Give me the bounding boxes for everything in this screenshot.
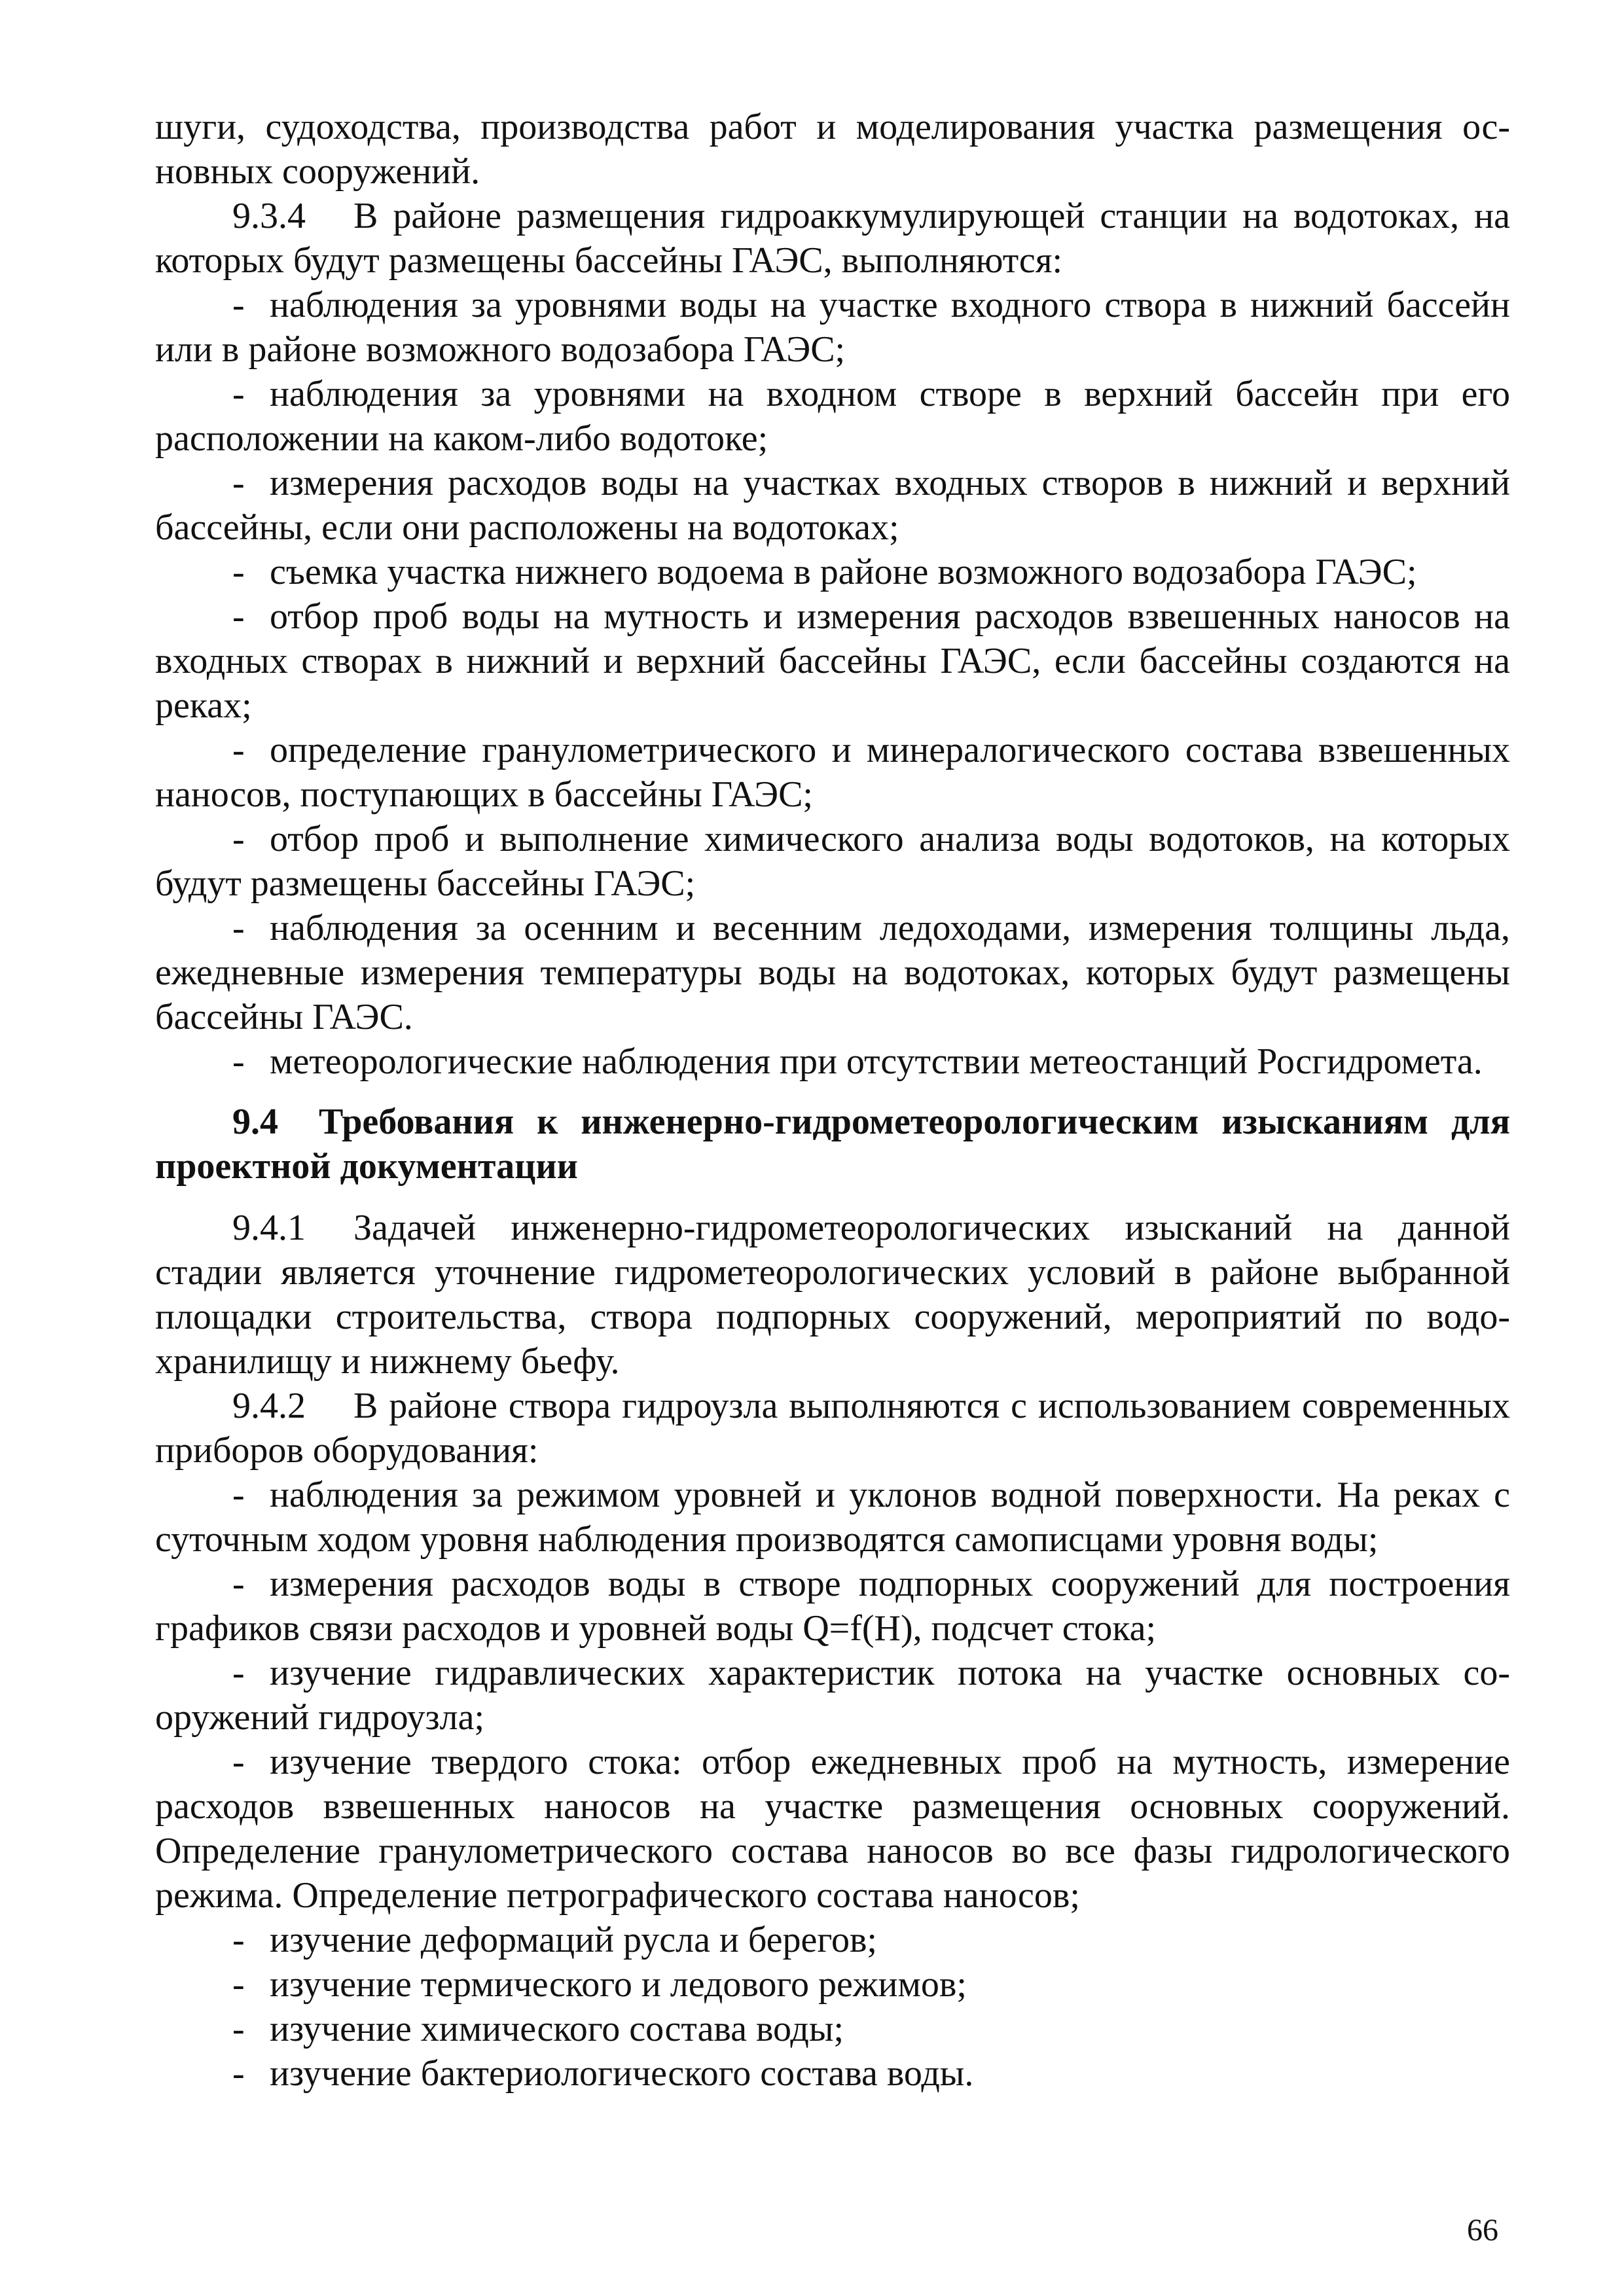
list-item-text: изучение деформаций русла и берегов; [270,1920,877,1960]
list-item [155,1562,1510,1651]
bullet-marker: - [232,1964,245,2005]
bullet-marker: - [232,1742,245,1782]
list-item [155,594,1510,728]
list-item-text: съемка участка нижнего водоема в районе возможного водозабора ГАЭС; [270,552,1417,592]
paragraph-number: 9.4.1 [232,1208,306,1248]
bullet-marker: - [232,1041,245,1082]
list-item [155,1473,1510,1562]
bullet-marker: - [232,596,245,637]
list-item-text: изучение термического и ледового режимов; [270,1964,967,2005]
list-item [155,1740,1510,1918]
list-item [155,372,1510,461]
bullet-marker: - [232,552,245,592]
list-item-text: изучение гидравлических характеристик потока на участке основных сооружений гидроузла; [155,1653,1510,1738]
paragraph-continuation [155,105,1510,194]
bullet-marker: - [232,2053,245,2094]
list-item-text: наблюдения за уровнями на входном створе в верхний бассейн при его расположении на каком-либо водотоке; [155,374,1510,459]
list-item-text: определение гранулометрического и минералогического состава взвешенных наносов, поступающих в бассейны ГАЭС; [155,730,1510,815]
page-number: 66 [1467,2213,1498,2248]
list-item-text: наблюдения за осенним и весенним ледоходами, измерения толщины льда, ежедневные измерения температуры воды на водотоках, которых будут размещены бассейны ГАЭС. [155,908,1510,1037]
list-item [155,2051,1510,2096]
bullet-marker: - [232,1564,245,1604]
bullet-marker: - [232,1653,245,1693]
list-item [155,283,1510,372]
paragraph-text: В районе размещения гидроаккумулирующей станции на водотоках, на которых будут размещены бассейны ГАЭС, выполняются: [155,196,1510,281]
bullet-marker: - [232,908,245,948]
numbered-paragraph-9-3-4 [155,194,1510,283]
list-item-text: изучение твердого стока: отбор ежедневных проб на мутность, измерение расходов взвешенных наносов на участке размещения основных сооружений. Определение гранулометрического состава наносов во все фазы гидрологического режима. Определение петрографического состава наносов; [155,1742,1510,1916]
document-page [155,105,1510,2096]
bullet-marker: - [232,2009,245,2049]
list-item-text: наблюдения за уровнями воды на участке входного створа в нижний бассейн или в районе возможного водозабора ГАЭС; [155,285,1510,370]
bullet-marker: - [232,730,245,770]
list-item [155,1918,1510,1962]
bullet-marker: - [232,285,245,325]
list-item-text: изучение бактериологического состава воды. [270,2053,974,2094]
paragraph-number: 9.3.4 [232,196,306,236]
list-item-text: отбор проб воды на мутность и измерения расходов взвешенных наносов на входных створах в нижний и верхний бассейны ГАЭС, если бассейны создаются на реках; [155,596,1510,726]
list-item [155,1651,1510,1740]
numbered-paragraph-9-4-1 [155,1206,1510,1384]
paragraph-text: Задачей инженерно-гидрометеорологических изысканий на данной стадии является уточнение гидрометеорологических условий в районе выбранной площадки строительства, створа подпорных сооружений, мероприятий по водохранилищу и нижнему бьефу. [155,1208,1510,1382]
bullet-marker: - [232,1920,245,1960]
bullet-marker: - [232,819,245,859]
list-item [155,550,1510,594]
bullet-marker: - [232,1475,245,1515]
paragraph-number: 9.4.2 [232,1386,306,1426]
paragraph-text: В районе створа гидроузла выполняются с использованием современных приборов оборудования: [155,1386,1510,1471]
list-item [155,728,1510,817]
list-item [155,906,1510,1039]
list-item [155,1039,1510,1084]
list-item [155,1962,1510,2007]
section-heading-9-4 [155,1100,1510,1189]
paragraph-text: шуги, судоходства, производства работ и моделирования участка размещения основных сооружений. [155,107,1510,192]
list-item [155,461,1510,550]
section-title: Требования к инженерно-гидрометеорологическим изысканиям для проектной документации [155,1102,1510,1187]
list-item-text: отбор проб и выполнение химического анализа воды водотоков, на которых будут размещены бассейны ГАЭС; [155,819,1510,904]
list-item-text: измерения расходов воды на участках входных створов в нижний и верхний бассейны, если они расположены на водотоках; [155,463,1510,548]
list-item-text: изучение химического состава воды; [270,2009,844,2049]
bullet-marker: - [232,463,245,503]
list-item-text: наблюдения за режимом уровней и уклонов водной поверхности. На реках с суточным ходом уровня наблюдения производятся самописцами уровня воды; [155,1475,1510,1560]
list-item [155,2007,1510,2051]
list-item-text: измерения расходов воды в створе подпорных сооружений для построения графиков связи расходов и уровней воды Q=f(H), подсчет стока; [155,1564,1510,1649]
list-item [155,817,1510,906]
section-number: 9.4 [232,1102,278,1142]
bullet-marker: - [232,374,245,414]
numbered-paragraph-9-4-2 [155,1384,1510,1473]
list-item-text: метеорологические наблюдения при отсутствии метеостанций Росгидромета. [270,1041,1483,1082]
